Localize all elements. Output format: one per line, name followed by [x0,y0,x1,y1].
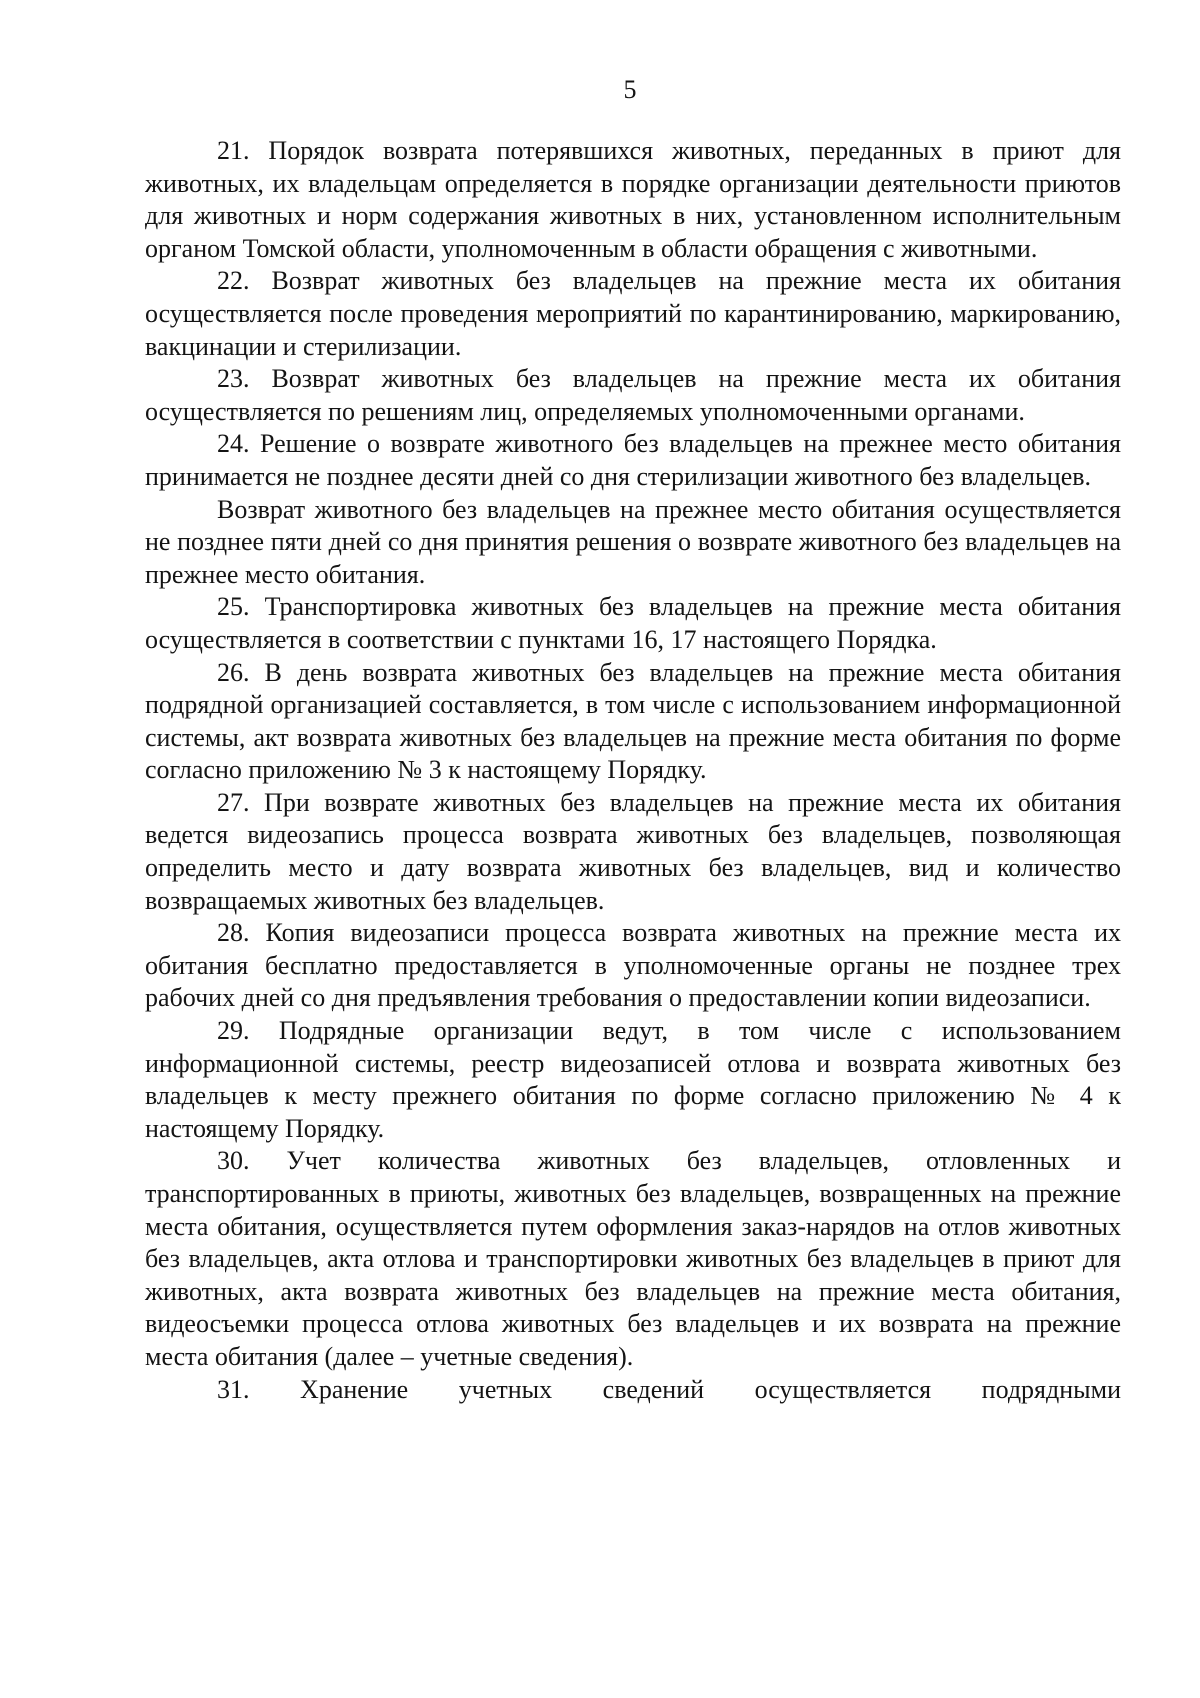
paragraph-21: 21. Порядок возврата потерявшихся животных, переданных в приют для животных, их владельцам определяется в порядке организации деятельности приютов для животных и норм содержания животных в них, установленном исполнительным органом Томской области, уполномоченным в области обращения с животными. [145,136,1121,263]
paragraph-22: 22. Возврат животных без владельцев на прежние места их обитания осуществляется после проведения мероприятий по карантинированию, маркированию, вакцинации и стерилизации. [145,266,1121,361]
paragraph-24-continued: Возврат животного без владельцев на прежнее место обитания осуществляется не позднее пяти дней со дня принятия решения о возврате животного без владельцев на прежнее место обитания. [145,494,1121,589]
paragraph-24: 24. Решение о возврате животного без владельцев на прежнее место обитания принимается не позднее десяти дней со дня стерилизации животного без владельцев. [145,429,1121,491]
page-number: 5 [623,75,637,104]
paragraph-25: 25. Транспортировка животных без владельцев на прежние места обитания осуществляется в соответствии с пунктами 16, 17 настоящего Порядка. [145,592,1121,654]
paragraph-30: 30. Учет количества животных без владельцев, отловленных и транспортированных в приюты, животных без владельцев, возвращенных на прежние места обитания, осуществляется путем оформления заказ-нарядов на отлов животных без владельцев, акта отлова и транспортировки животных без владельцев в приют для животных, акта возврата животных без владельцев на прежние места обитания, видеосъемки процесса отлова животных без владельцев и их возврата на прежние места обитания (далее – учетные сведения). [145,1146,1121,1371]
paragraph-29: 29. Подрядные организации ведут, в том числе с использованием информационной системы, реестр видеозаписей отлова и возврата животных без владельцев к месту прежнего обитания по форме согласно приложению № 4 к настоящему Порядку. [145,1016,1121,1143]
paragraph-28: 28. Копия видеозаписи процесса возврата животных на прежние места их обитания бесплатно предоставляется в уполномоченные органы не позднее трех рабочих дней со дня предъявления требования о предоставлении копии видеозаписи. [145,918,1121,1013]
paragraph-31: 31. Хранение учетных сведений осуществляется подрядными [217,1374,1121,1404]
document-body [145,135,1121,1406]
paragraph-27: 27. При возврате животных без владельцев на прежние места их обитания ведется видеозапись процесса возврата животных без владельцев, позволяющая определить место и дату возврата животных без владельцев, вид и количество возвращаемых животных без владельцев. [145,787,1121,915]
paragraph-26: 26. В день возврата животных без владельцев на прежние места обитания подрядной организацией составляется, в том числе с использованием информационной системы, акт возврата животных без владельцев на прежние места обитания по форме согласно приложению № 3 к настоящему Порядку. [145,657,1121,785]
paragraph-23: 23. Возврат животных без владельцев на прежние места их обитания осуществляется по решениям лиц, определяемых уполномоченными органами. [145,364,1121,426]
